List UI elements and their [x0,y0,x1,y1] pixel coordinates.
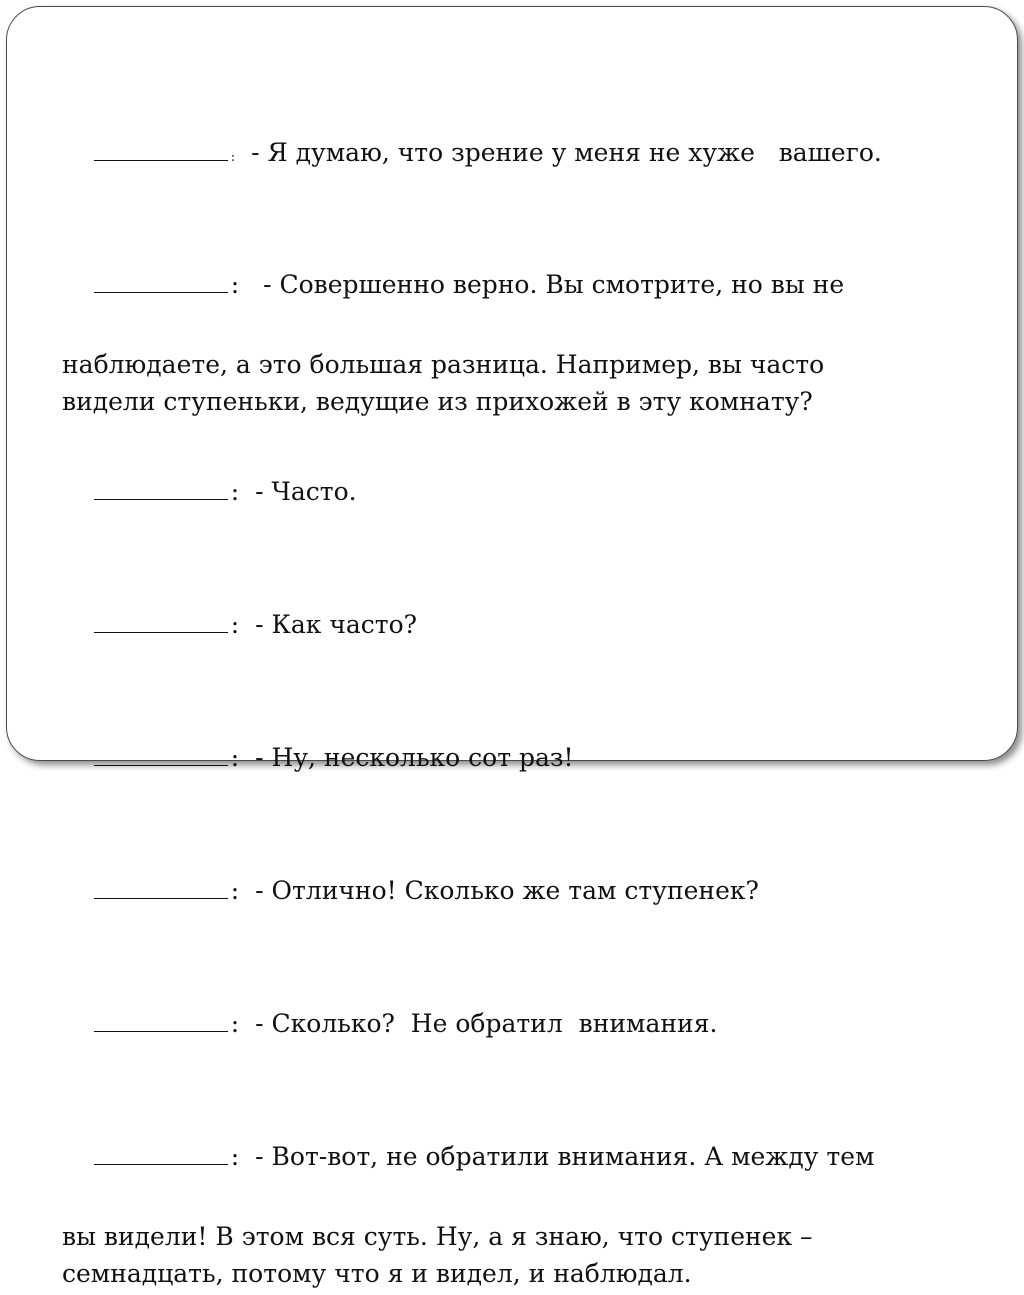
line-text: - Сколько? Не обратил внимания. [239,1009,718,1038]
speaker-blank[interactable] [94,611,228,633]
line-text: - Я думаю, что зрение у меня не хуже вашего. [235,138,882,167]
dialogue-line-5 [62,693,962,822]
speaker-colon: : [230,477,240,506]
speaker-colon: : [230,1009,240,1038]
speaker-colon: : [230,1142,240,1171]
dialogue-line-6 [62,826,962,955]
dialogue-line-8 [62,1092,962,1221]
continuation-line: видели ступеньки, ведущие из прихожей в эту комнату? [62,387,813,416]
continuation-line: наблюдаете, а это большая разница. Например, вы часто [62,350,825,379]
line-text: - Совершенно верно. Вы смотрите, но вы не [239,270,845,299]
speaker-colon: : [230,150,236,165]
dialogue-line-4 [62,560,962,689]
speaker-colon: : [230,610,240,639]
speaker-blank[interactable] [94,744,228,766]
dialogue-line-3 [62,427,962,556]
dialogue-line-2 [62,220,962,349]
speaker-blank[interactable] [94,478,228,500]
line-text: - Ну, несколько сот раз! [239,743,574,772]
speaker-colon: : [230,876,240,905]
speaker-blank[interactable] [94,877,228,899]
dialogue-text [62,88,962,1295]
speaker-colon: : [230,270,240,299]
continuation-line: семнадцать, потому что я и видел, и наблюдал. [62,1259,692,1288]
speaker-blank[interactable] [94,271,228,293]
dialogue-line-1 [62,88,962,222]
line-text: - Как часто? [239,610,418,639]
speaker-blank[interactable] [94,1010,228,1032]
line-text: - Часто. [239,477,357,506]
speaker-blank[interactable] [94,139,228,161]
continuation-line: вы видели! В этом вся суть. Ну, а я знаю, что ступенек – [62,1222,813,1251]
dialogue-line-7 [62,959,962,1088]
speaker-blank[interactable] [94,1143,228,1165]
speaker-colon: : [230,743,240,772]
line-text: - Отлично! Сколько же там ступенек? [239,876,759,905]
line-text: - Вот-вот, не обратили внимания. А между тем [239,1142,875,1171]
